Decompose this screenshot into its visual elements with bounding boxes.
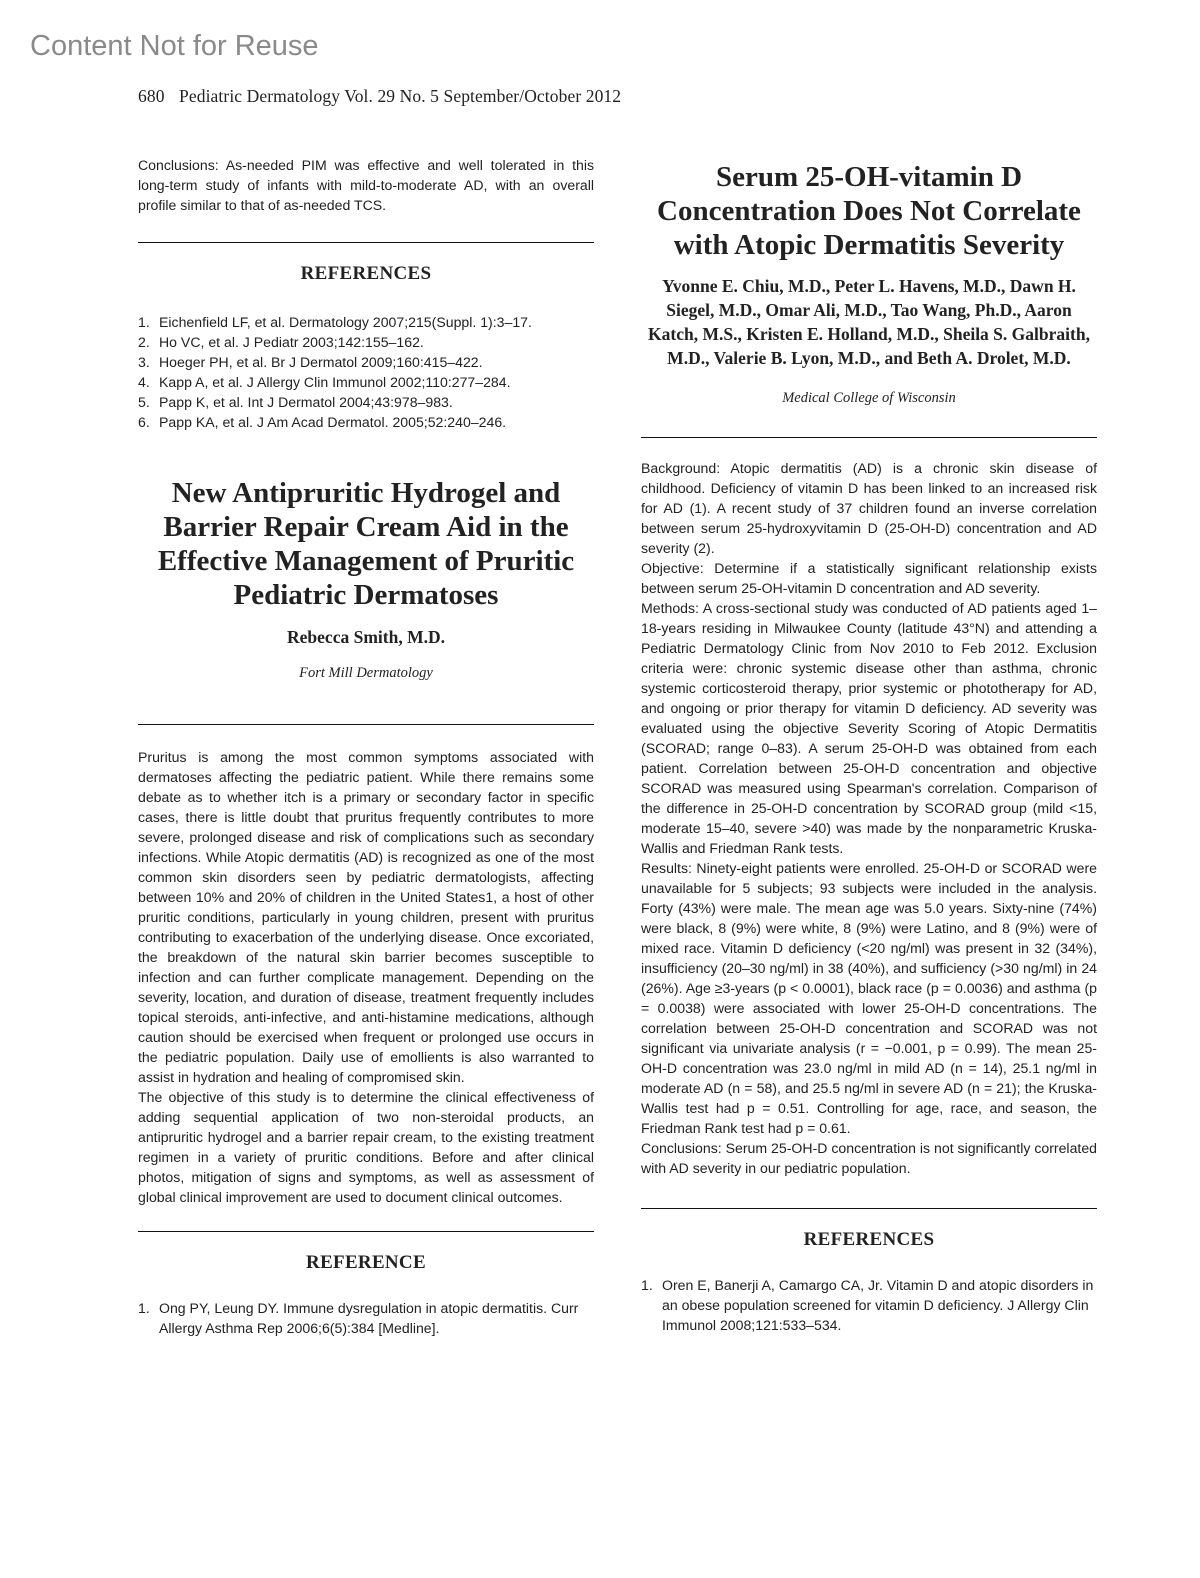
references-heading: REFERENCES: [803, 1229, 935, 1250]
journal-citation: Pediatric Dermatology Vol. 29 No. 5 September/October 2012: [179, 86, 622, 106]
article-title: New Antipruritic Hydrogel and Barrier Repair Cream Aid in the Effective Management of Pruritic Pediatric Dermatoses: [157, 477, 575, 611]
references-list: [138, 312, 594, 432]
references-list: [138, 1298, 594, 1338]
reference-item: 1. Oren E, Banerji A, Camargo CA, Jr. Vitamin D and atopic disorders in an obese population screened for vitamin D deficiency. J Allergy Clin Immunol 2008;121:533–534.: [641, 1277, 1094, 1333]
references-list: [641, 1275, 1097, 1335]
article-body: [138, 747, 594, 1207]
reference-item: 2. Ho VC, et al. J Pediatr 2003;142:155–162.: [138, 334, 424, 350]
running-head: [138, 86, 621, 107]
reference-item: 6. Papp KA, et al. J Am Acad Dermatol. 2005;52:240–246.: [138, 414, 507, 430]
watermark: Content Not for Reuse: [30, 30, 319, 62]
reference-item: 1. Eichenfield LF, et al. Dermatology 2007;215(Suppl. 1):3–17.: [138, 314, 532, 330]
references-heading: REFERENCES: [300, 263, 432, 284]
section-divider: [641, 1208, 1097, 1209]
reference-item: 5. Papp K, et al. Int J Dermatol 2004;43:978–983.: [138, 394, 453, 410]
right-column: [641, 160, 1097, 1335]
page-number: 680: [138, 86, 165, 106]
reference-item: 1. Ong PY, Leung DY. Immune dysregulation in atopic dermatitis. Curr Allergy Asthma Rep 2006;6(5):384 [Medline].: [138, 1300, 579, 1336]
section-divider: [138, 1231, 594, 1232]
section-divider: [641, 437, 1097, 438]
abstract-methods: Methods: A cross-sectional study was conducted of AD patients aged 1–18-years residing in Milwaukee County (latitude 43°N) and attending a Pediatric Dermatology Clinic from Nov 2010 to Feb 2012. Exclusion criteria were: chronic systemic disease other than asthma, chronic systemic corticosteroid therapy, prior systemic or phototherapy for AD, and ongoing or prior therapy for vitamin D deficiency. AD severity was evaluated using the objective Severity Scoring of Atopic Dermatitis (SCORAD; range 0–83). A serum 25-OH-D was obtained from each patient. Correlation between 25-OH-D concentration and objective SCORAD was measured using Spearman's correlation. Comparison of the difference in 25-OH-D concentration by SCORAD group (mild <15, moderate 15–40, severe >40) was made by the nonparametric Kruska-Wallis and Friedman Rank tests.: [641, 600, 1097, 856]
section-divider: [138, 724, 594, 725]
article-author: Rebecca Smith, M.D.: [287, 627, 445, 647]
left-column: [138, 155, 594, 1338]
abstract-conclusions: Conclusions: Serum 25-OH-D concentration is not significantly correlated with AD severity in our pediatric population.: [641, 1140, 1097, 1176]
prev-article-conclusions: Conclusions: As-needed PIM was effective and well tolerated in this long-term study of infants with mild-to-moderate AD, with an overall profile similar to that of as-needed TCS.: [138, 157, 594, 213]
reference-item: 3. Hoeger PH, et al. Br J Dermatol 2009;160:415–422.: [138, 354, 483, 370]
reference-item: 4. Kapp A, et al. J Allergy Clin Immunol 2002;110:277–284.: [138, 374, 511, 390]
abstract-results: Results: Ninety-eight patients were enrolled. 25-OH-D or SCORAD were unavailable for 5 subjects; 93 subjects were included in the analysis. Forty (43%) were male. The mean age was 5.0 years. Sixty-nine (74%) were black, 8 (9%) were white, 8 (9%) were Latino, and 8 (9%) were of mixed race. Vitamin D deficiency (<20 ng/ml) was present in 32 (34%), insufficiency (20–30 ng/ml) in 38 (40%), and sufficiency (>30 ng/ml) in 24 (26%). Age ≥3-years (p < 0.0001), black race (p = 0.0036) and asthma (p = 0.0038) were associated with lower 25-OH-D concentrations. The correlation between 25-OH-D concentration and SCORAD was not significant via univariate analysis (r = −0.001, p = 0.99). The mean 25-OH-D concentration was 23.0 ng/ml in mild AD (n = 14), 25.1 ng/ml in moderate AD (n = 58), and 25.5 ng/ml in severe AD (n = 21); the Kruska-Wallis test had p = 0.51. Controlling for age, race, and season, the Friedman Rank test had p = 0.61.: [641, 860, 1097, 1136]
article-title: Serum 25-OH-vitamin D Concentration Does Not Correlate with Atopic Dermatitis Severity: [657, 161, 1081, 261]
abstract-background: Background: Atopic dermatitis (AD) is a chronic skin disease of childhood. Deficiency of vitamin D has been linked to an increased risk for AD (1). A recent study of 37 children found an inverse correlation between serum 25-hydroxyvitamin D (25-OH-D) concentration and AD severity (2).: [641, 460, 1097, 556]
abstract-objective: Objective: Determine if a statistically significant relationship exists between serum 25-OH-vitamin D concentration and AD severity.: [641, 560, 1097, 596]
abstract: [641, 458, 1097, 1178]
section-divider: [138, 242, 594, 243]
reference-heading: REFERENCE: [306, 1252, 426, 1273]
article-authors: Yvonne E. Chiu, M.D., Peter L. Havens, M.D., Dawn H. Siegel, M.D., Omar Ali, M.D., Tao Wang, Ph.D., Aaron Katch, M.S., Kristen E. Holland, M.D., Sheila S. Galbraith, M.D., Valerie B. Lyon, M.D., and Beth A. Drolet, M.D.: [648, 276, 1090, 368]
body-paragraph: The objective of this study is to determine the clinical effectiveness of adding sequential application of two non-steroidal products, an antipruritic hydrogel and a barrier repair cream, to the existing treatment regimen in a variety of pruritic conditions. Before and after clinical photos, mitigation of signs and symptoms, as well as assessment of global clinical improvement are used to document clinical outcomes.: [138, 1089, 594, 1205]
body-paragraph: Pruritus is among the most common symptoms associated with dermatoses affecting the pediatric patient. While there remains some debate as to whether itch is a primary or secondary factor in specific cases, there is little doubt that pruritus frequently contributes to more severe, prolonged disease and risk of complications such as secondary infections. While Atopic dermatitis (AD) is recognized as one of the most common skin disorders seen by pediatric dermatologists, affecting between 10% and 20% of children in the United States1, a host of other pruritic conditions, particularly in young children, present with pruritus contributing to exacerbation of the underlying disease. Once excoriated, the breakdown of the natural skin barrier becomes susceptible to infection and can further complicate management. Depending on the severity, location, and duration of disease, treatment frequently includes topical steroids, anti-infective, and anti-histamine medications, although caution should be exercised when frequent or prolonged use occurs in the pediatric population. Daily use of emollients is also warranted to assist in hydration and healing of compromised skin.: [138, 749, 594, 1085]
article-affiliation: Medical College of Wisconsin: [782, 390, 956, 406]
article-affiliation: Fort Mill Dermatology: [299, 665, 433, 681]
